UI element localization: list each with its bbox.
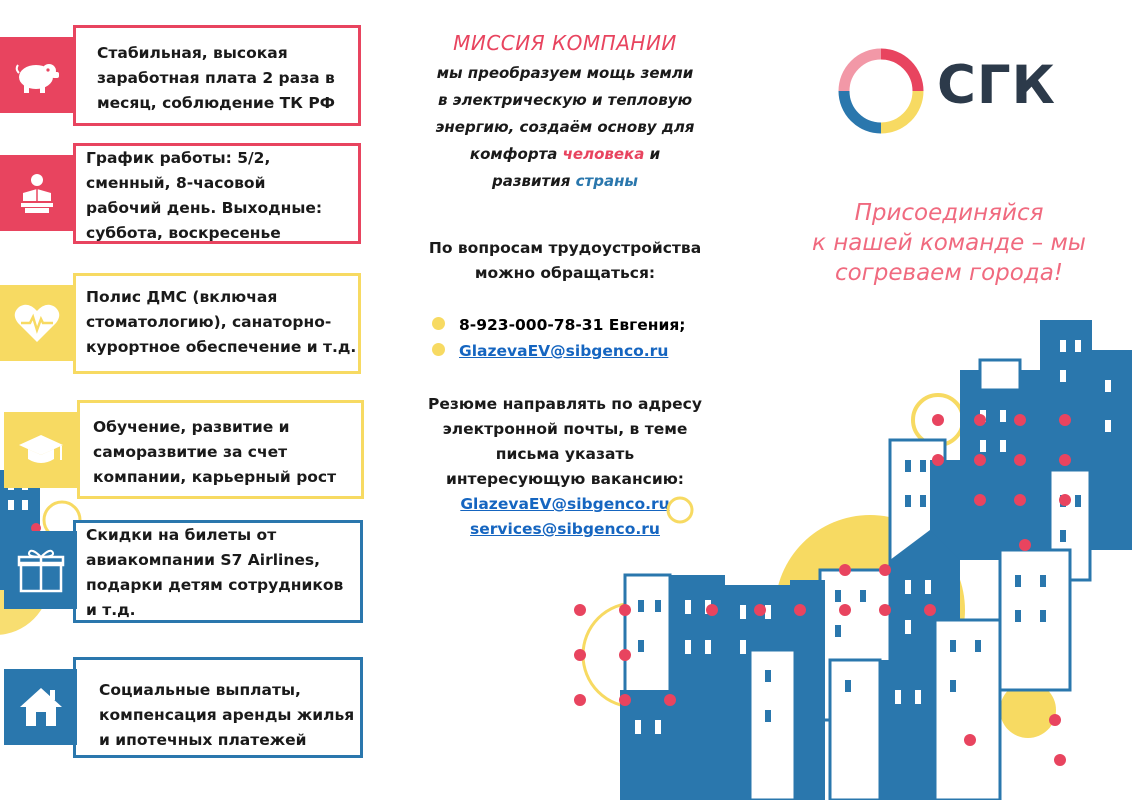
- logo-text: СГК: [937, 55, 1056, 116]
- benefit-text: Полис ДМС (включая стоматологию), санаторно- курортное обеспечение и т.д.: [86, 288, 357, 356]
- benefit-panel-social: [73, 657, 363, 758]
- benefit-text: Скидки на билеты от авиакомпании S7 Airlines, подарки детям сотрудников и т.д.: [86, 526, 344, 619]
- slogan: Присоединяйся к нашей команде – мы согреваем города!: [812, 200, 1086, 286]
- heart-pulse-icon: [0, 285, 73, 361]
- reading-person-icon: [0, 155, 73, 231]
- piggy-bank-icon: [0, 37, 73, 113]
- graduation-cap-icon: [4, 412, 77, 488]
- benefit-text: Стабильная, высокая заработная плата 2 раза в месяц, соблюдение ТК РФ: [97, 44, 336, 112]
- mission-title: МИССИЯ КОМПАНИИ: [453, 31, 677, 55]
- benefit-text: График работы: 5/2, сменный, 8-часовой рабочий день. Выходные: суббота, воскресенье: [86, 149, 323, 242]
- contact-phone: 8-923-000-78-31 Евгения;: [432, 313, 686, 337]
- benefit-text: Обучение, развитие и саморазвитие за счет компании, карьерный рост: [93, 418, 337, 486]
- highlight-person: человека: [562, 145, 645, 163]
- contacts-title: По вопросам трудоустройства можно обращаться:: [428, 239, 702, 282]
- benefit-panel-discounts: [73, 520, 363, 623]
- benefit-text: Социальные выплаты, компенсация аренды жилья и ипотечных платежей: [99, 681, 355, 749]
- benefit-panel-insurance: [73, 273, 361, 374]
- resume-email-link-1[interactable]: GlazevaEV@sibgenco.ru: [460, 495, 670, 513]
- highlight-country: страны: [575, 172, 638, 190]
- resume-block: Резюме направлять по адресу электронной почты, в теме письма указать интересующую вакансию: GlazevaEV@sibgenco.ru services@sibgenco.ru: [428, 395, 702, 538]
- bullet-dot-icon: [432, 317, 445, 330]
- house-icon: [4, 669, 77, 745]
- email-link[interactable]: GlazevaEV@sibgenco.ru: [459, 342, 669, 360]
- logo-ring-icon: [838, 48, 924, 134]
- bullet-dot-icon: [432, 343, 445, 356]
- mission-text: мы преобразуем мощь земли в электрическую и тепловую энергию, создаём основу для комфорта человека и развития страны: [435, 64, 695, 190]
- city-illustration: [560, 320, 1132, 800]
- resume-email-link-2[interactable]: services@sibgenco.ru: [470, 520, 660, 538]
- benefit-panel-salary: [73, 25, 361, 126]
- benefit-panel-education: [77, 400, 364, 499]
- benefit-panel-schedule: [73, 143, 361, 244]
- gift-icon: [4, 531, 77, 609]
